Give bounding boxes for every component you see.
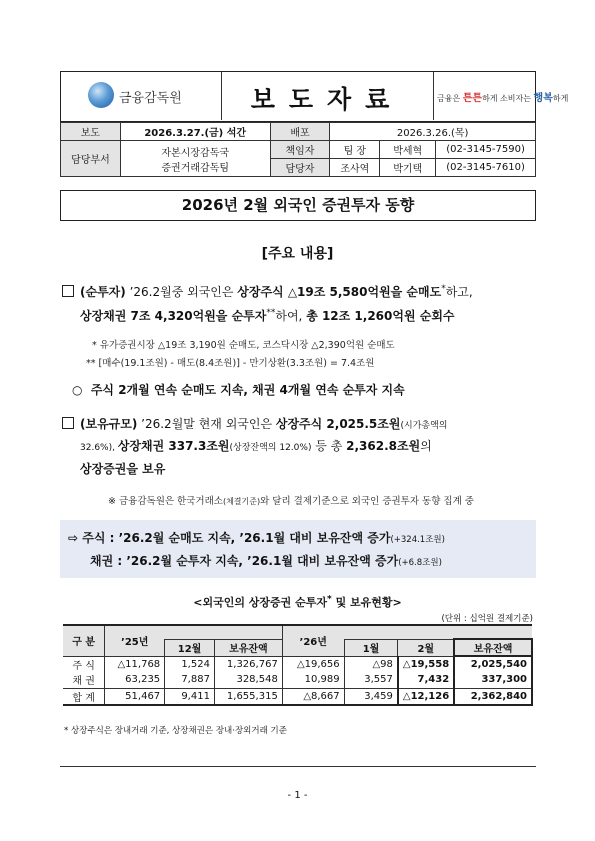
cell: △19,656	[282, 656, 344, 672]
header-category: 구 분	[63, 625, 105, 656]
cell: 2,362,840	[454, 688, 532, 705]
footnote-mark: *	[327, 594, 332, 605]
text: ’26.2월중 외국인은	[125, 285, 238, 299]
cell: 51,467	[105, 688, 165, 705]
trend-bullet	[72, 380, 405, 401]
highlight-text: 총 12조 1,260억원 순회수	[306, 309, 455, 323]
trend-text: 주식 2개월 연속 순매도 지속, 채권 4개월 연속 순투자 지속	[90, 383, 405, 397]
header-jan: 1월	[344, 639, 398, 656]
table-footnote: * 상장주식은 장내거래 기준, 상장채권은 장내·장외거래 기준	[64, 726, 287, 736]
row-label: 채 권	[72, 676, 95, 688]
summary-amount: (+6.8조원)	[398, 558, 442, 568]
cell: 1,326,767	[214, 656, 282, 672]
aggregation-note	[108, 493, 474, 507]
cell: 7,432	[398, 672, 454, 688]
table-row	[63, 672, 532, 688]
table-row	[63, 688, 532, 705]
table-unit: (단위 : 십억원 결제기준)	[441, 614, 533, 624]
highlight-text: 상장채권 7조 4,320억원을 순투자	[80, 309, 267, 323]
cell: 9,411	[165, 688, 215, 705]
row-label: 주 식	[72, 660, 95, 672]
cell: △8,667	[282, 688, 344, 705]
text: <외국인의 상장증권 순투자	[193, 596, 328, 609]
main-content-heading: [주요 내용]	[261, 246, 334, 262]
cell: △12,126	[398, 688, 454, 705]
cell: △11,768	[105, 656, 165, 672]
cell: 337,300	[454, 672, 532, 688]
cell: 3,557	[344, 672, 398, 688]
footer-divider	[60, 766, 536, 767]
footnote-line: * 유가증권시장 △19조 3,190원 순매도, 코스닥시장 △2,390억원 순매도	[92, 340, 395, 351]
text: (시가총액의	[400, 421, 448, 431]
department-line: 증권거래감독팀	[161, 162, 230, 174]
org-name: 금융감독원	[119, 91, 182, 106]
distribution-label: 배포	[270, 123, 330, 141]
contact-role: 담당자	[270, 159, 330, 177]
slogan-word-sturdy: 튼튼	[462, 93, 483, 104]
contact-role: 책임자	[270, 141, 330, 159]
header-holding-25: 보유잔액	[214, 639, 282, 656]
holdings-paragraph-line2	[80, 436, 432, 459]
section-tag: (보유규모)	[80, 417, 138, 431]
text: 하여,	[275, 309, 307, 323]
release-info-table	[60, 122, 536, 177]
summary-label: 주식 :	[82, 531, 119, 545]
highlight-text: 상장주식 2,025.5조원	[275, 417, 401, 431]
footnote-mark: **	[266, 308, 276, 318]
release-label: 보도	[61, 123, 121, 141]
summary-amount: (+324.1조원)	[390, 535, 445, 545]
cell: 7,887	[165, 672, 215, 688]
department-line: 자본시장감독국	[161, 147, 230, 159]
summary-stock-line	[68, 529, 445, 546]
cell: △98	[344, 656, 398, 672]
highlight-text: 2,362.8조원	[346, 439, 421, 453]
slogan	[433, 72, 569, 120]
arrow-icon: ⇨	[68, 531, 79, 545]
contact-name: 박세혁	[380, 141, 436, 159]
cell: 1,655,315	[214, 688, 282, 705]
slogan-part: 하게	[552, 94, 569, 103]
press-release-title: 보도자료	[250, 85, 404, 114]
contact-phone: (02-3145-7590)	[436, 141, 536, 159]
header-year-25: ’25년	[105, 625, 165, 656]
department-value	[120, 141, 270, 177]
text: 하고,	[445, 285, 473, 299]
row-label: 합 계	[72, 692, 95, 704]
footnote-line: ** [매수(19.1조원) - 매도(8.4조원)] - 만기상환(3.3조원) = 7.4조원	[86, 358, 375, 369]
summary-text: ’26.2월 순매도 지속, ’26.1월 대비 보유잔액 증가	[118, 531, 391, 545]
title-cell	[221, 72, 434, 120]
text: 및 보유현황>	[331, 596, 402, 609]
text: 의	[420, 439, 432, 453]
checkbox-bullet-icon	[62, 417, 74, 429]
text: (상장잔액의 12.0%)	[229, 443, 312, 453]
document-title: 2026년 2월 외국인 증권투자 동향	[60, 190, 536, 221]
net-investment-paragraph	[62, 279, 473, 303]
cell: 63,235	[105, 672, 165, 688]
summary-label: 채권 :	[90, 554, 127, 568]
text: 등 총	[311, 439, 347, 453]
org-logo	[61, 72, 222, 120]
text: ※ 금융감독원은 한국거래소	[108, 496, 223, 507]
page-number: - 1 -	[287, 790, 308, 801]
text: 32.6%),	[80, 443, 118, 453]
holdings-paragraph-line3: 상장증권을 보유	[80, 462, 166, 476]
summary-box	[60, 520, 536, 578]
circle-bullet-icon: ○	[72, 383, 83, 397]
text: (체결기준)	[222, 497, 261, 506]
distribution-value: 2026.3.26.(목)	[330, 123, 536, 141]
header-feb: 2월	[398, 639, 454, 656]
slogan-word-happy: 행복	[533, 93, 553, 104]
text: ’26.2월말 현재 외국인은	[137, 417, 276, 431]
contact-phone: (02-3145-7610)	[436, 159, 536, 177]
cell: 3,459	[344, 688, 398, 705]
summary-text: ’26.2월 순투자 지속, ’26.1월 대비 보유잔액 증가	[126, 554, 399, 568]
release-value: 2026.3.27.(금) 석간	[120, 123, 270, 141]
summary-bond-line	[90, 552, 442, 569]
header-dec: 12월	[165, 639, 215, 656]
footnote-mark: *	[441, 284, 446, 294]
department-label: 담당부서	[61, 141, 121, 177]
cell: 10,989	[282, 672, 344, 688]
net-investment-paragraph-line2	[80, 303, 455, 327]
holdings-table	[63, 624, 533, 706]
cell: 328,548	[214, 672, 282, 688]
contact-title: 조사역	[330, 159, 380, 177]
slogan-part: 하게 소비자는	[482, 94, 534, 103]
text: 와 달리 결제기준으로 외국인 증권투자 동향 집계 중	[260, 496, 474, 507]
table-row	[63, 656, 532, 672]
cell: △19,558	[398, 656, 454, 672]
header-holding-26: 보유잔액	[454, 639, 532, 656]
highlight-text: 상장채권 337.3조원	[117, 439, 230, 453]
table-title	[0, 594, 595, 610]
cell: 2,025,540	[454, 656, 532, 672]
cell: 1,524	[165, 656, 215, 672]
holdings-paragraph	[62, 414, 447, 437]
header-year-26: ’26년	[282, 625, 344, 656]
press-release-header	[60, 71, 569, 122]
checkbox-bullet-icon	[62, 285, 74, 297]
section-tag: (순투자)	[80, 285, 126, 299]
contact-name: 박기택	[380, 159, 436, 177]
contact-title: 팀 장	[330, 141, 380, 159]
fss-globe-icon	[88, 82, 114, 108]
highlight-text: 상장주식 △19조 5,580억원을 순매도	[237, 285, 442, 299]
slogan-part: 금융은	[437, 94, 463, 103]
